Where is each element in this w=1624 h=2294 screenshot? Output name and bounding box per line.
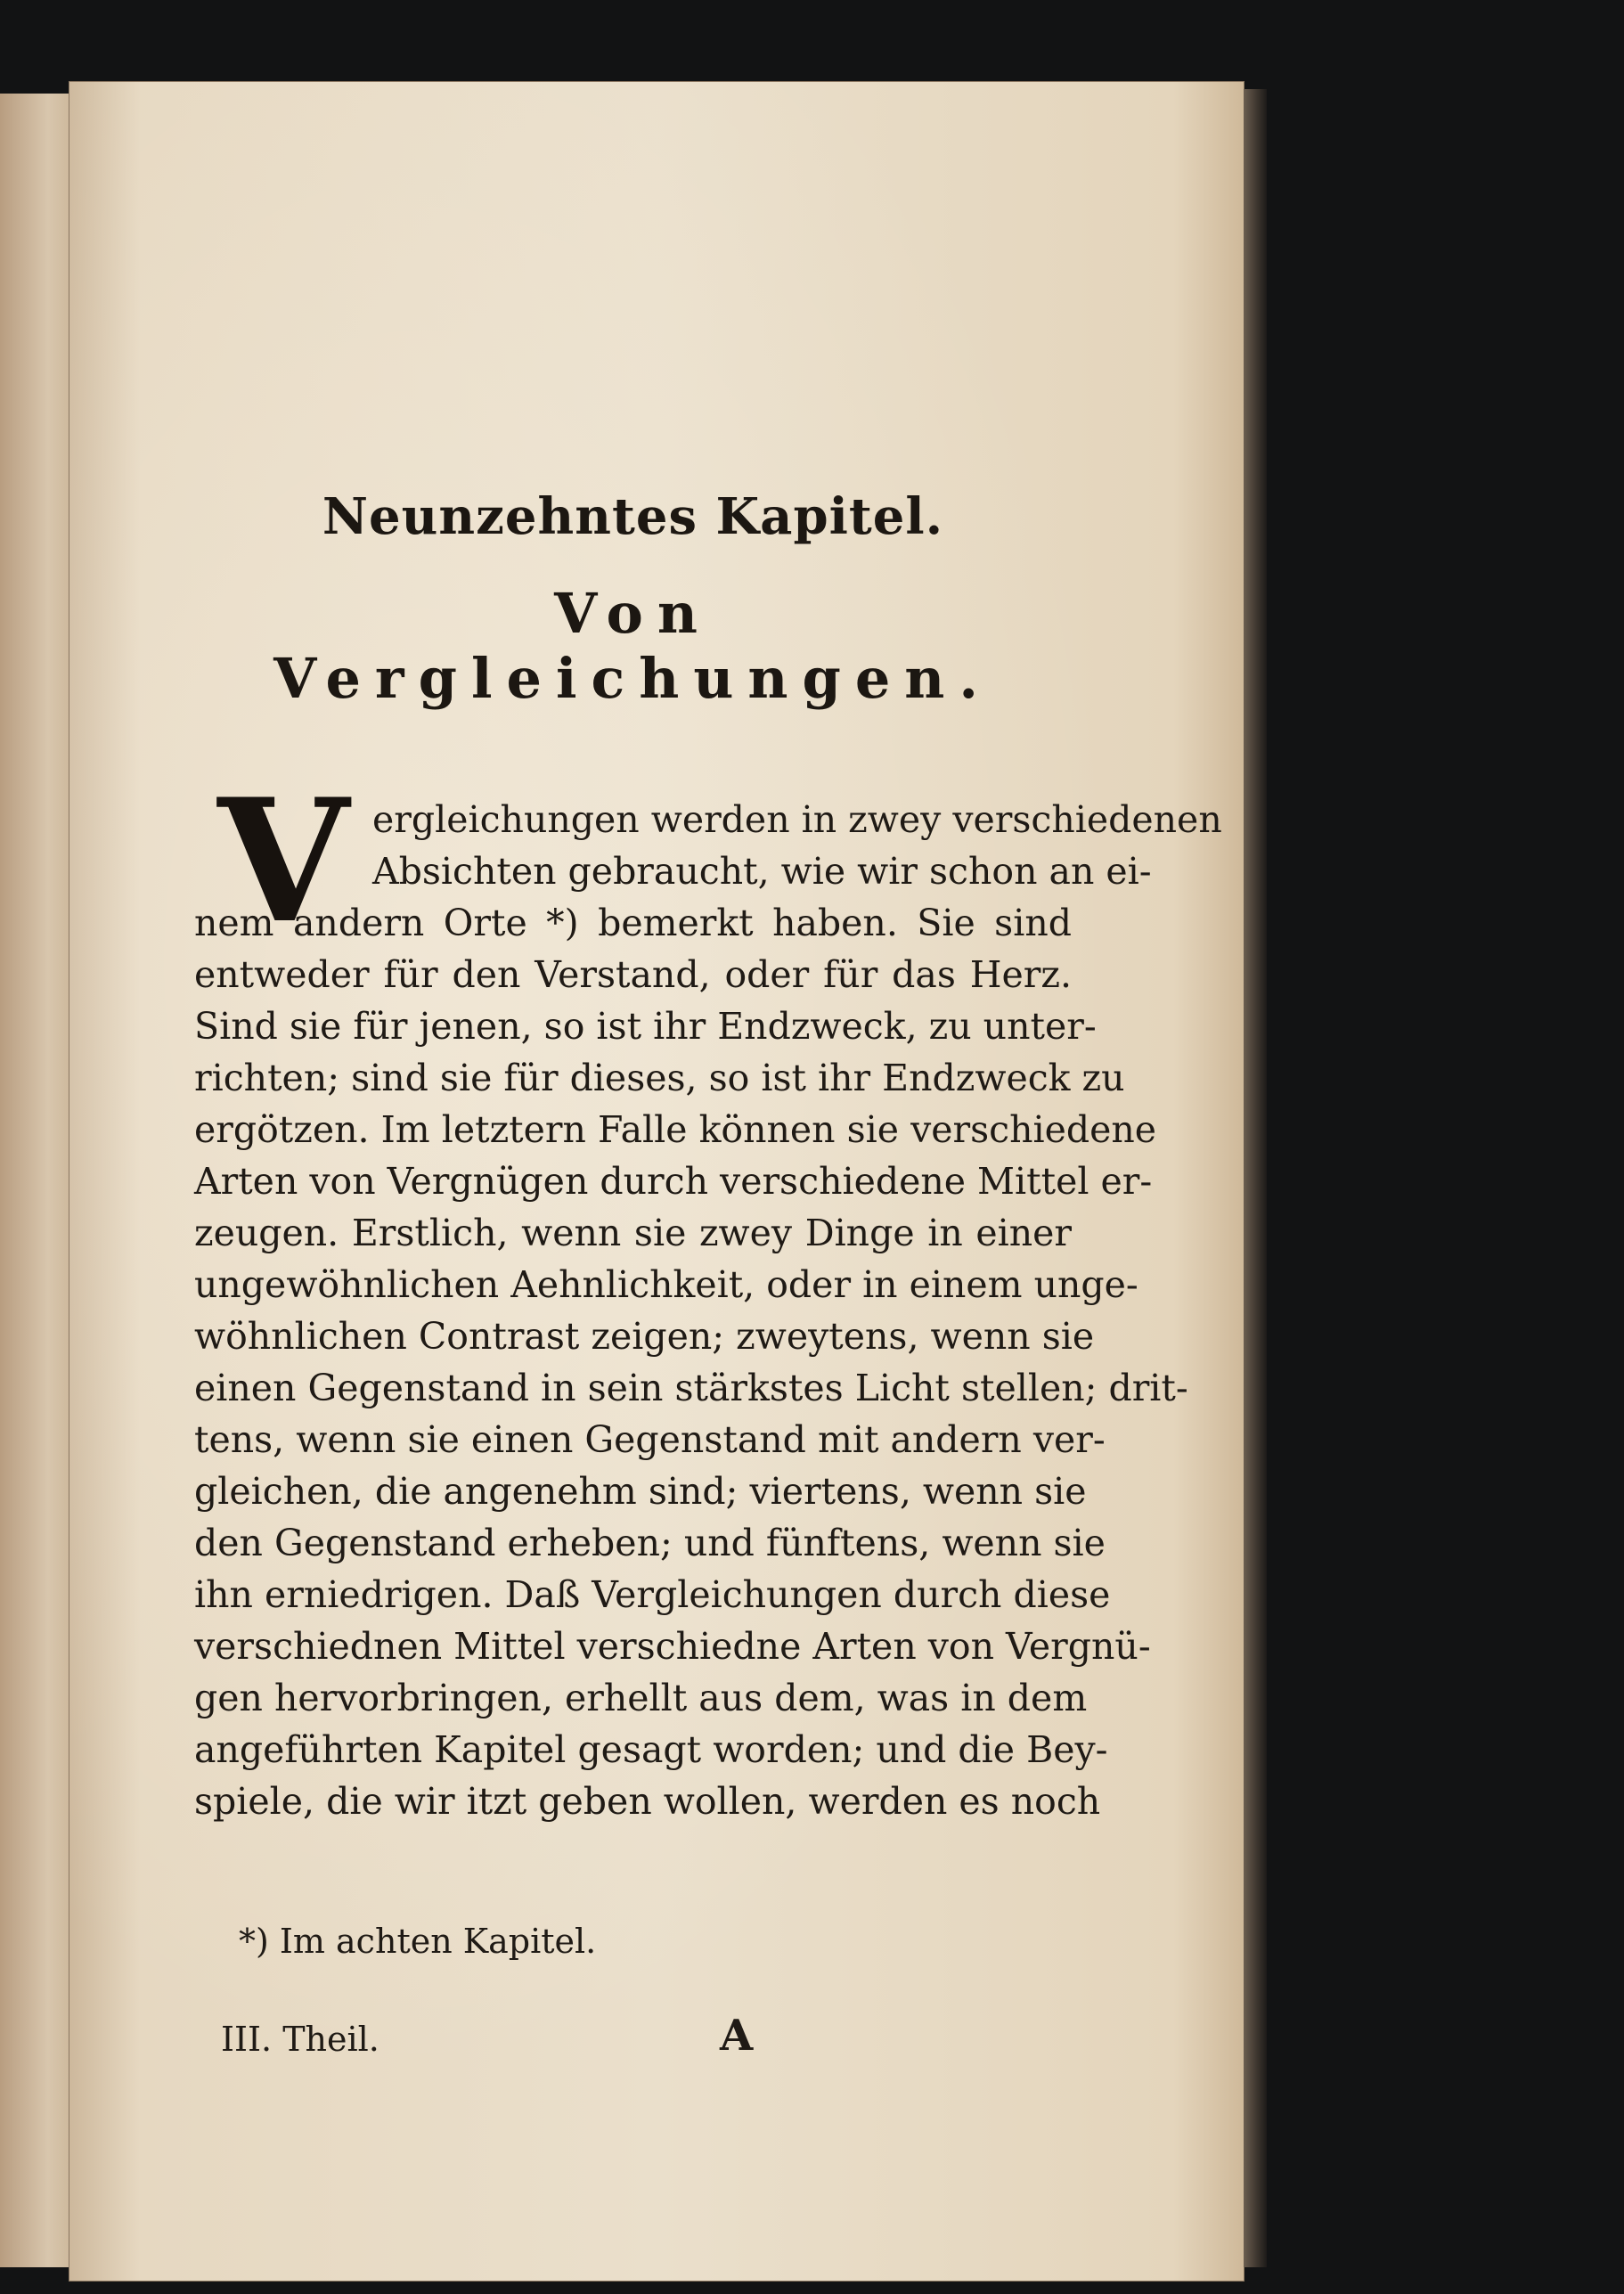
left-page-edge bbox=[0, 94, 80, 2267]
text-line: gen hervorbringen, erhellt aus dem, was in dem bbox=[194, 1677, 1088, 1719]
chapter-title: Neunzehntes Kapitel. bbox=[322, 487, 944, 546]
text-line: zeugen. Erstlich, wenn sie zwey Dinge in einer bbox=[194, 1212, 1072, 1254]
chapter-subtitle: Von Vergleichungen. bbox=[273, 581, 992, 711]
text-line: Sind sie für jenen, so ist ihr Endzweck, zu unter- bbox=[194, 1005, 1097, 1048]
book-page bbox=[69, 82, 1244, 2281]
book-page-edge bbox=[1244, 89, 1267, 2267]
footnote: *) Im achten Kapitel. bbox=[239, 1922, 597, 1961]
text-line: einen Gegenstand in sein stärkstes Licht stellen; drit- bbox=[194, 1367, 1188, 1409]
text-line: den Gegenstand erheben; und fünftens, wenn sie bbox=[194, 1522, 1106, 1564]
text-line: richten; sind sie für dieses, so ist ihr Endzweck zu bbox=[194, 1057, 1125, 1099]
text-line: nem andern Orte *) bemerkt haben. Sie sind bbox=[194, 902, 1072, 944]
text-line: spiele, die wir itzt geben wollen, werden es noch bbox=[194, 1780, 1101, 1823]
text-line: Absichten gebraucht, wie wir schon an ei- bbox=[372, 850, 1152, 893]
text-line: wöhnlichen Contrast zeigen; zweytens, wenn sie bbox=[194, 1315, 1095, 1358]
text-line: ergötzen. Im letztern Falle können sie verschiedene bbox=[194, 1108, 1157, 1151]
text-line: entweder für den Verstand, oder für das Herz. bbox=[194, 953, 1072, 996]
text-line: verschiednen Mittel verschiedne Arten von Vergnü- bbox=[194, 1625, 1151, 1668]
text-line: ungewöhnlichen Aehnlichkeit, oder in einem unge- bbox=[194, 1263, 1138, 1306]
text-line: tens, wenn sie einen Gegenstand mit andern ver- bbox=[194, 1418, 1106, 1461]
drop-cap: V bbox=[217, 762, 349, 960]
text-line: Arten von Vergnügen durch verschiedene Mittel er- bbox=[194, 1160, 1153, 1203]
text-line: ergleichungen werden in zwey verschiedenen bbox=[372, 798, 1222, 841]
text-line: gleichen, die angenehm sind; viertens, wenn sie bbox=[194, 1470, 1087, 1513]
signature-mark: A bbox=[720, 2011, 754, 2061]
volume-signature: III. Theil. bbox=[221, 2020, 379, 2059]
text-line: ihn erniedrigen. Daß Vergleichungen durch diese bbox=[194, 1573, 1111, 1616]
text-line: angeführten Kapitel gesagt worden; und die Bey- bbox=[194, 1728, 1108, 1771]
